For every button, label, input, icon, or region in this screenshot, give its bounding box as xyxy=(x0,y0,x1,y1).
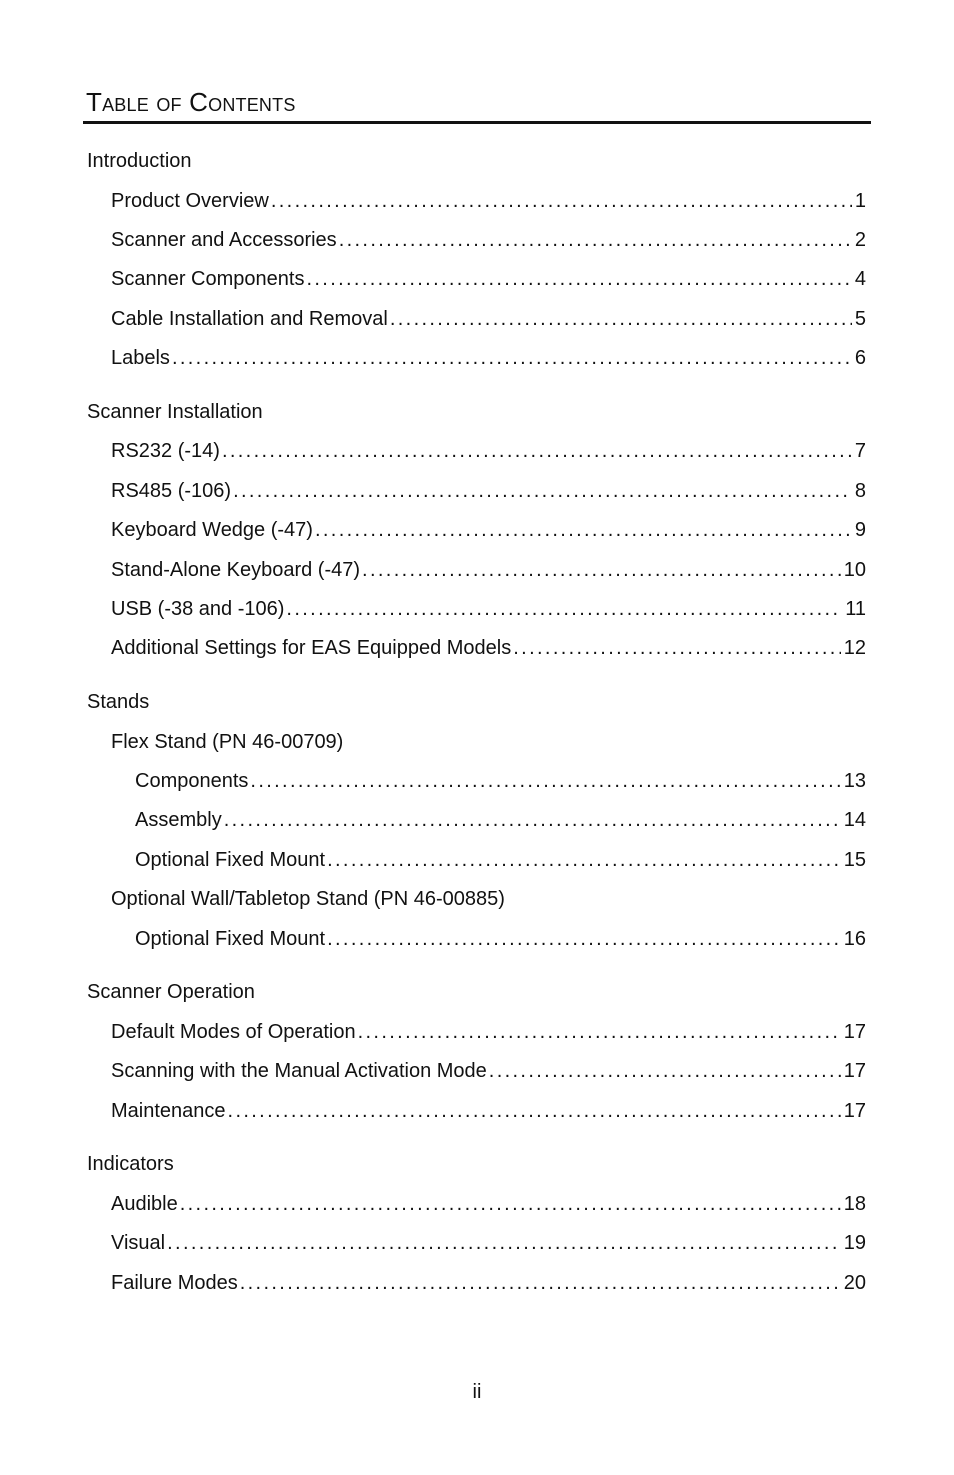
toc-section-heading: Scanner Installation xyxy=(87,401,263,423)
toc-entry[interactable] xyxy=(111,228,866,252)
dot-leader xyxy=(327,848,841,872)
toc-subsection-heading[interactable]: Optional Wall/Tabletop Stand (PN 46-00885) xyxy=(111,888,505,910)
toc-entry-label: Keyboard Wedge (-47) xyxy=(111,519,313,541)
toc-entry-page: 8 xyxy=(854,480,866,502)
toc-entry-page: 15 xyxy=(843,849,866,871)
toc-entry[interactable] xyxy=(111,1231,866,1255)
toc-entry[interactable] xyxy=(135,769,866,793)
toc-section-heading: Stands xyxy=(87,691,150,713)
toc-entry[interactable] xyxy=(135,848,866,872)
toc-entry-page: 20 xyxy=(843,1272,866,1294)
toc-entry[interactable] xyxy=(111,189,866,213)
toc-entry-label: Audible xyxy=(111,1193,178,1215)
toc-entry-page: 11 xyxy=(845,598,866,620)
dot-leader xyxy=(233,479,852,503)
toc-entry-page: 2 xyxy=(854,229,866,251)
dot-leader xyxy=(286,597,842,621)
dot-leader xyxy=(224,808,841,832)
toc-entry-label: Components xyxy=(135,770,249,792)
toc-entry-page: 19 xyxy=(843,1232,866,1254)
dot-leader xyxy=(489,1059,841,1083)
toc-entry-page: 17 xyxy=(843,1060,866,1082)
toc-entry-page: 18 xyxy=(843,1193,866,1215)
toc-entry-label: Default Modes of Operation xyxy=(111,1021,356,1043)
dot-leader xyxy=(358,1020,841,1044)
toc-subsection-heading[interactable]: Flex Stand (PN 46-00709) xyxy=(111,731,344,753)
dot-leader xyxy=(228,1099,841,1123)
toc-entry[interactable] xyxy=(111,1020,866,1044)
toc-entry[interactable] xyxy=(111,1192,866,1216)
dot-leader xyxy=(390,307,852,331)
dot-leader xyxy=(172,346,852,370)
toc-entry[interactable] xyxy=(111,597,866,621)
toc-entry-label: USB (-38 and -106) xyxy=(111,598,285,620)
toc-entry-page: 14 xyxy=(843,809,866,831)
toc-section-heading: Scanner Operation xyxy=(87,981,255,1003)
toc-entry-page: 4 xyxy=(854,268,866,290)
dot-leader xyxy=(180,1192,841,1216)
toc-entry-page: 12 xyxy=(843,637,866,659)
toc-entry-page: 5 xyxy=(854,308,866,330)
toc-entry-label: Labels xyxy=(111,347,170,369)
toc-entry-page: 6 xyxy=(854,347,866,369)
toc-entry[interactable] xyxy=(111,439,866,463)
dot-leader xyxy=(271,189,852,213)
toc-entry-page: 17 xyxy=(843,1100,866,1122)
dot-leader xyxy=(315,518,852,542)
dot-leader xyxy=(250,769,840,793)
toc-entry-label: Product Overview xyxy=(111,190,269,212)
dot-leader xyxy=(327,927,841,951)
dot-leader xyxy=(222,439,852,463)
dot-leader xyxy=(167,1231,841,1255)
toc-entry-label: RS232 (-14) xyxy=(111,440,220,462)
toc-entry[interactable] xyxy=(111,1059,866,1083)
toc-entry-label: Optional Fixed Mount xyxy=(135,849,326,871)
toc-section-heading: Indicators xyxy=(87,1153,174,1175)
toc-entry-label: Scanner Components xyxy=(111,268,305,290)
toc-section-heading: Introduction xyxy=(87,150,192,172)
toc-entry[interactable] xyxy=(111,307,866,331)
toc-entry[interactable] xyxy=(111,479,866,503)
dot-leader xyxy=(339,228,852,252)
toc-entry-page: 10 xyxy=(843,559,866,581)
toc-entry-label: Assembly xyxy=(135,809,222,831)
toc-entry-page: 1 xyxy=(854,190,866,212)
page-number: ii xyxy=(472,1381,482,1403)
toc-entry[interactable] xyxy=(111,1099,866,1123)
toc-entry[interactable] xyxy=(135,808,866,832)
toc-entry[interactable] xyxy=(111,346,866,370)
toc-entry[interactable] xyxy=(111,267,866,291)
toc-entry-label: Visual xyxy=(111,1232,166,1254)
toc-entry-label: Failure Modes xyxy=(111,1272,238,1294)
toc-entry-page: 17 xyxy=(843,1021,866,1043)
dot-leader xyxy=(306,267,851,291)
toc-entry-label: Scanner and Accessories xyxy=(111,229,337,251)
dot-leader xyxy=(362,558,841,582)
dot-leader xyxy=(513,636,841,660)
toc-entry[interactable] xyxy=(111,558,866,582)
toc-entry-label: Maintenance xyxy=(111,1100,226,1122)
title-rule xyxy=(83,121,871,124)
toc-entry-label: Scanning with the Manual Activation Mode xyxy=(111,1060,487,1082)
toc-entry-label: Optional Fixed Mount xyxy=(135,928,326,950)
page-title: Table of Contents xyxy=(86,87,296,117)
toc-entry-page: 13 xyxy=(843,770,866,792)
toc-entry-label: Cable Installation and Removal xyxy=(111,308,388,330)
toc-entry[interactable] xyxy=(111,518,866,542)
toc-entry-label: Additional Settings for EAS Equipped Models xyxy=(111,637,512,659)
toc-entry[interactable] xyxy=(111,1271,866,1295)
dot-leader xyxy=(240,1271,841,1295)
toc-entry-label: Stand-Alone Keyboard (-47) xyxy=(111,559,361,581)
toc-entry-label: RS485 (-106) xyxy=(111,480,232,502)
toc-entry-page: 7 xyxy=(854,440,866,462)
toc-entry[interactable] xyxy=(135,927,866,951)
toc-entry-page: 16 xyxy=(843,928,866,950)
toc-entry-page: 9 xyxy=(854,519,866,541)
toc-entry[interactable] xyxy=(111,636,866,660)
